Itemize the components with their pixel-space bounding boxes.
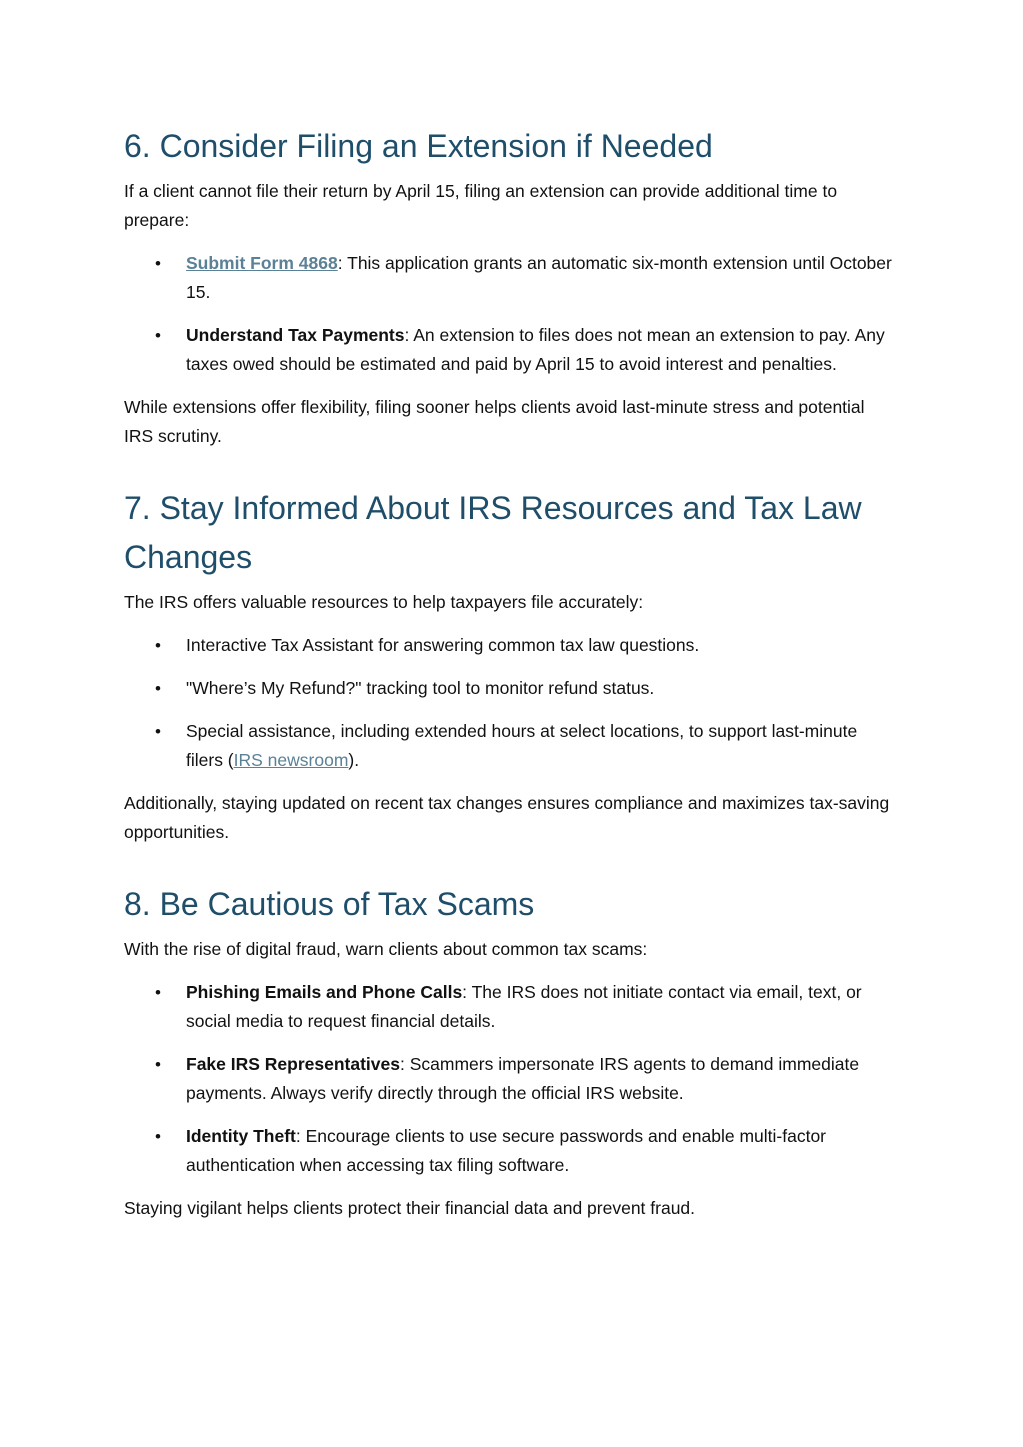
list-item-term: Understand Tax Payments — [186, 325, 405, 345]
bullet-icon: • — [155, 722, 161, 741]
list-item-term: Fake IRS Representatives — [186, 1054, 400, 1074]
section-tax-scams — [124, 880, 894, 1223]
list-item — [124, 717, 894, 775]
section-outro: Staying vigilant helps clients protect their financial data and prevent fraud. — [124, 1198, 696, 1218]
submit-form-4868-link[interactable]: Submit Form 4868 — [186, 253, 338, 273]
document-content — [124, 122, 894, 1256]
section-outro: While extensions offer flexibility, filing sooner helps clients avoid last-minute stress and potential IRS scrutiny. — [124, 397, 865, 446]
section-outro: Additionally, staying updated on recent tax changes ensures compliance and maximizes tax-saving opportunities. — [124, 793, 890, 842]
bullet-icon: • — [155, 254, 161, 273]
list-item-term: Identity Theft — [186, 1126, 296, 1146]
list-item-text: : An extension to files does not mean an extension to pay. Any taxes owed should be estimated and paid by April 15 to avoid interest and penalties. — [186, 325, 885, 374]
bullet-list — [124, 631, 894, 775]
bullet-icon: • — [155, 326, 161, 345]
bullet-icon: • — [155, 1127, 161, 1146]
section-extension — [124, 122, 894, 451]
section-intro: The IRS offers valuable resources to help taxpayers file accurately: — [124, 592, 644, 612]
list-item — [124, 674, 894, 703]
bullet-icon: • — [155, 1055, 161, 1074]
bullet-icon: • — [155, 983, 161, 1002]
section-irs-resources — [124, 484, 894, 847]
section-heading: 7. Stay Informed About IRS Resources and Tax Law Changes — [124, 490, 862, 575]
list-item-text-after: ). — [348, 750, 360, 770]
bullet-icon: • — [155, 636, 161, 655]
list-item — [124, 249, 894, 307]
list-item-text: Interactive Tax Assistant for answering common tax law questions. — [186, 635, 700, 655]
bullet-list — [124, 249, 894, 379]
list-item-text: : The IRS does not initiate contact via email, text, or social media to request financial details. — [186, 982, 862, 1031]
list-item-term: Phishing Emails and Phone Calls — [186, 982, 463, 1002]
list-item — [124, 631, 894, 660]
bullet-icon: • — [155, 679, 161, 698]
list-item — [124, 1050, 894, 1108]
section-intro: If a client cannot file their return by April 15, filing an extension can provide additional time to prepare: — [124, 181, 838, 230]
list-item — [124, 1122, 894, 1180]
list-item — [124, 321, 894, 379]
section-heading: 8. Be Cautious of Tax Scams — [124, 886, 535, 922]
list-item-text: Special assistance, including extended hours at select locations, to support last-minute filers ( — [186, 721, 858, 770]
list-item-text: : Scammers impersonate IRS agents to demand immediate payments. Always verify directly through the official IRS website. — [186, 1054, 860, 1103]
irs-newsroom-link[interactable]: IRS newsroom — [233, 750, 349, 770]
list-item-text: "Where’s My Refund?" tracking tool to monitor refund status. — [186, 678, 655, 698]
bullet-list — [124, 978, 894, 1180]
list-item-text: : Encourage clients to use secure passwords and enable multi-factor authentication when accessing tax filing software. — [186, 1126, 827, 1175]
section-heading: 6. Consider Filing an Extension if Needed — [124, 128, 713, 164]
list-item — [124, 978, 894, 1036]
list-item-text: : This application grants an automatic six-month extension until October 15. — [186, 253, 892, 302]
section-intro: With the rise of digital fraud, warn clients about common tax scams: — [124, 939, 648, 959]
